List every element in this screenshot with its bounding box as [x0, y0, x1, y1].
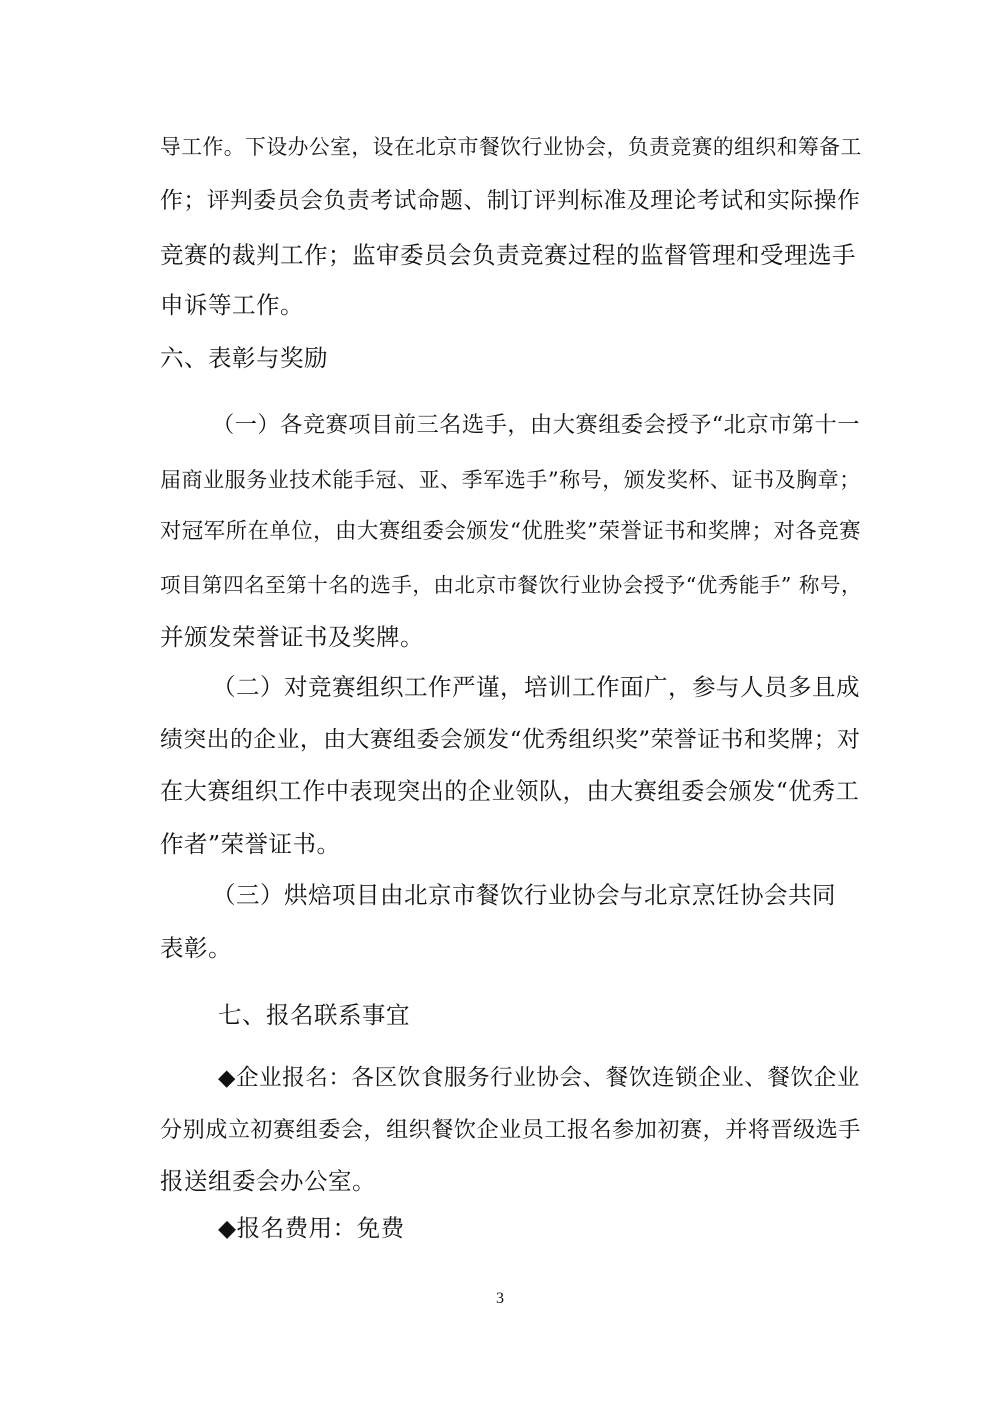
text-line: 分别成立初赛组委会，组织餐饮企业员工报名参加初赛，并将晋级选手 — [160, 1117, 861, 1143]
text-line: 报送组委会办公室。 — [160, 1167, 376, 1195]
text-line: 作者”荣誉证书。 — [160, 830, 341, 858]
text-line: 项目第四名至第十名的选手，由北京市餐饮行业协会授予“优秀能手” 称号， — [160, 573, 863, 597]
text-line: 申诉等工作。 — [160, 291, 304, 319]
page-number: 3 — [496, 1290, 504, 1307]
text-line: 并颁发荣誉证书及奖牌。 — [160, 623, 424, 651]
text-line: 绩突出的企业，由大赛组委会颁发“优秀组织奖”荣誉证书和奖牌；对 — [160, 727, 861, 753]
text-line: （二）对竞赛组织工作严谨，培训工作面广，参与人员多且成 — [212, 673, 860, 701]
text-line: （一）各竞赛项目前三名选手，由大赛组委会授予“北京市第十一 — [212, 412, 860, 438]
text-line: 对冠军所在单位，由大赛组委会颁发“优胜奖”荣誉证书和奖牌；对各竞赛 — [160, 519, 861, 544]
section-heading: 七、报名联系事宜 — [218, 1001, 410, 1029]
text-line: 在大赛组织工作中表现突出的企业领队，由大赛组委会颁发“优秀工 — [160, 778, 860, 805]
section-heading: 六、表彰与奖励 — [160, 344, 328, 372]
text-line: 导工作。下设办公室，设在北京市餐饮行业协会，负责竞赛的组织和筹备工 — [160, 135, 862, 159]
text-line: ◆企业报名：各区饮食服务行业协会、餐饮连锁企业、餐饮企业 — [218, 1065, 860, 1091]
text-line: 作；评判委员会负责考试命题、制订评判标准及理论考试和实际操作 — [160, 188, 861, 214]
text-line: 竞赛的裁判工作；监审委员会负责竞赛过程的监督管理和受理选手 — [160, 241, 856, 269]
text-line: （三）烘焙项目由北京市餐饮行业协会与北京烹饪协会共同 — [212, 881, 836, 909]
text-line: ◆报名费用：免费 — [218, 1214, 405, 1242]
text-line: 届商业服务业技术能手冠、亚、季军选手”称号，颁发奖杯、证书及胸章； — [160, 467, 861, 492]
text-line: 表彰。 — [160, 934, 232, 962]
